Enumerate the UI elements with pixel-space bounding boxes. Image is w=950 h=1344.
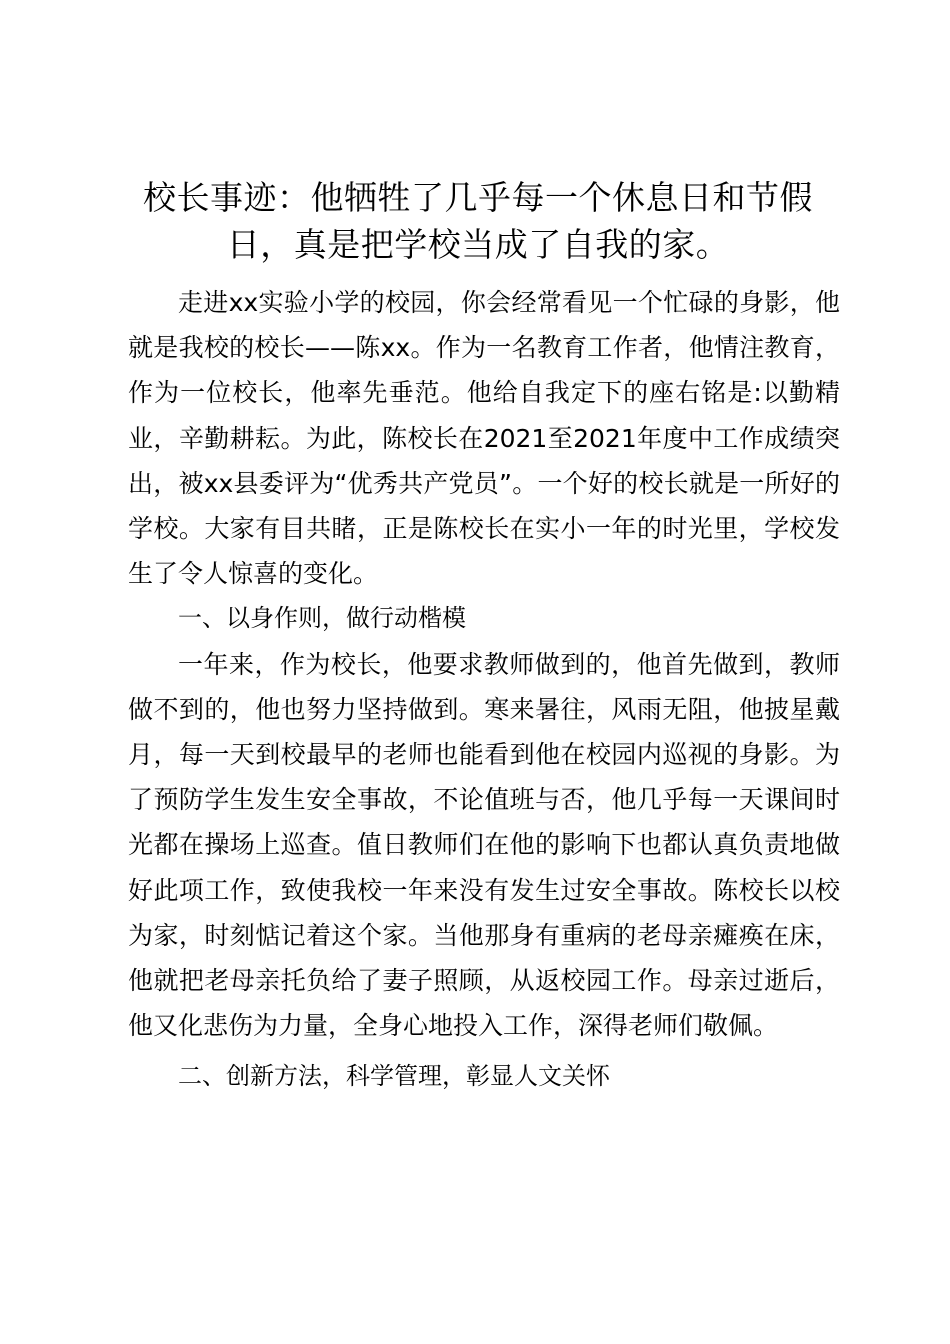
section-heading-2: 二、创新方法，科学管理，彰显人文关怀	[178, 1062, 610, 1091]
body-paragraph-section-1: 一年来，作为校长，他要求教师做到的，他首先做到，教师做不到的，他也努力坚持做到。寒来暑往，风雨无阻，他披星戴月，每一天到校最早的老师也能看到他在校园内巡视的身影。为了预防学生发生安全事故，不论值班与否，他几乎每一天课间时光都在操场上巡查。值日教师们在他的影响下也都认真负责地做好此项工作，致使我校一年来没有发生过安全事故。陈校长以校为家，时刻惦记着这个家。当他那身有重病的老母亲瘫痪在床，他就把老母亲托负给了妻子照顾，从返校园工作。母亲过逝后，他又化悲伤为力量，全身心地投入工作，深得老师们敬佩。	[128, 649, 840, 1041]
body-paragraph-intro: 走进xx实验小学的校园，你会经常看见一个忙碌的身影，他就是我校的校长——陈xx。作为一名教育工作者，他情注教育，作为一位校长，他率先垂范。他给自我定下的座右铭是:以勤精业，辛勤耕耘。为此，陈校长在2021至2021年度中工作成绩突出，被xx县委评为“优秀共产党员”。一个好的校长就是一所好的学校。大家有目共睹，正是陈校长在实小一年的时光里，学校发生了令人惊喜的变化。	[128, 288, 840, 589]
document-body	[128, 280, 840, 1100]
document-title: 校长事迹：他牺牲了几乎每一个休息日和节假日，真是把学校当成了自我的家。	[143, 178, 813, 264]
section-heading-1: 一、以身作则，做行动楷模	[178, 604, 466, 633]
